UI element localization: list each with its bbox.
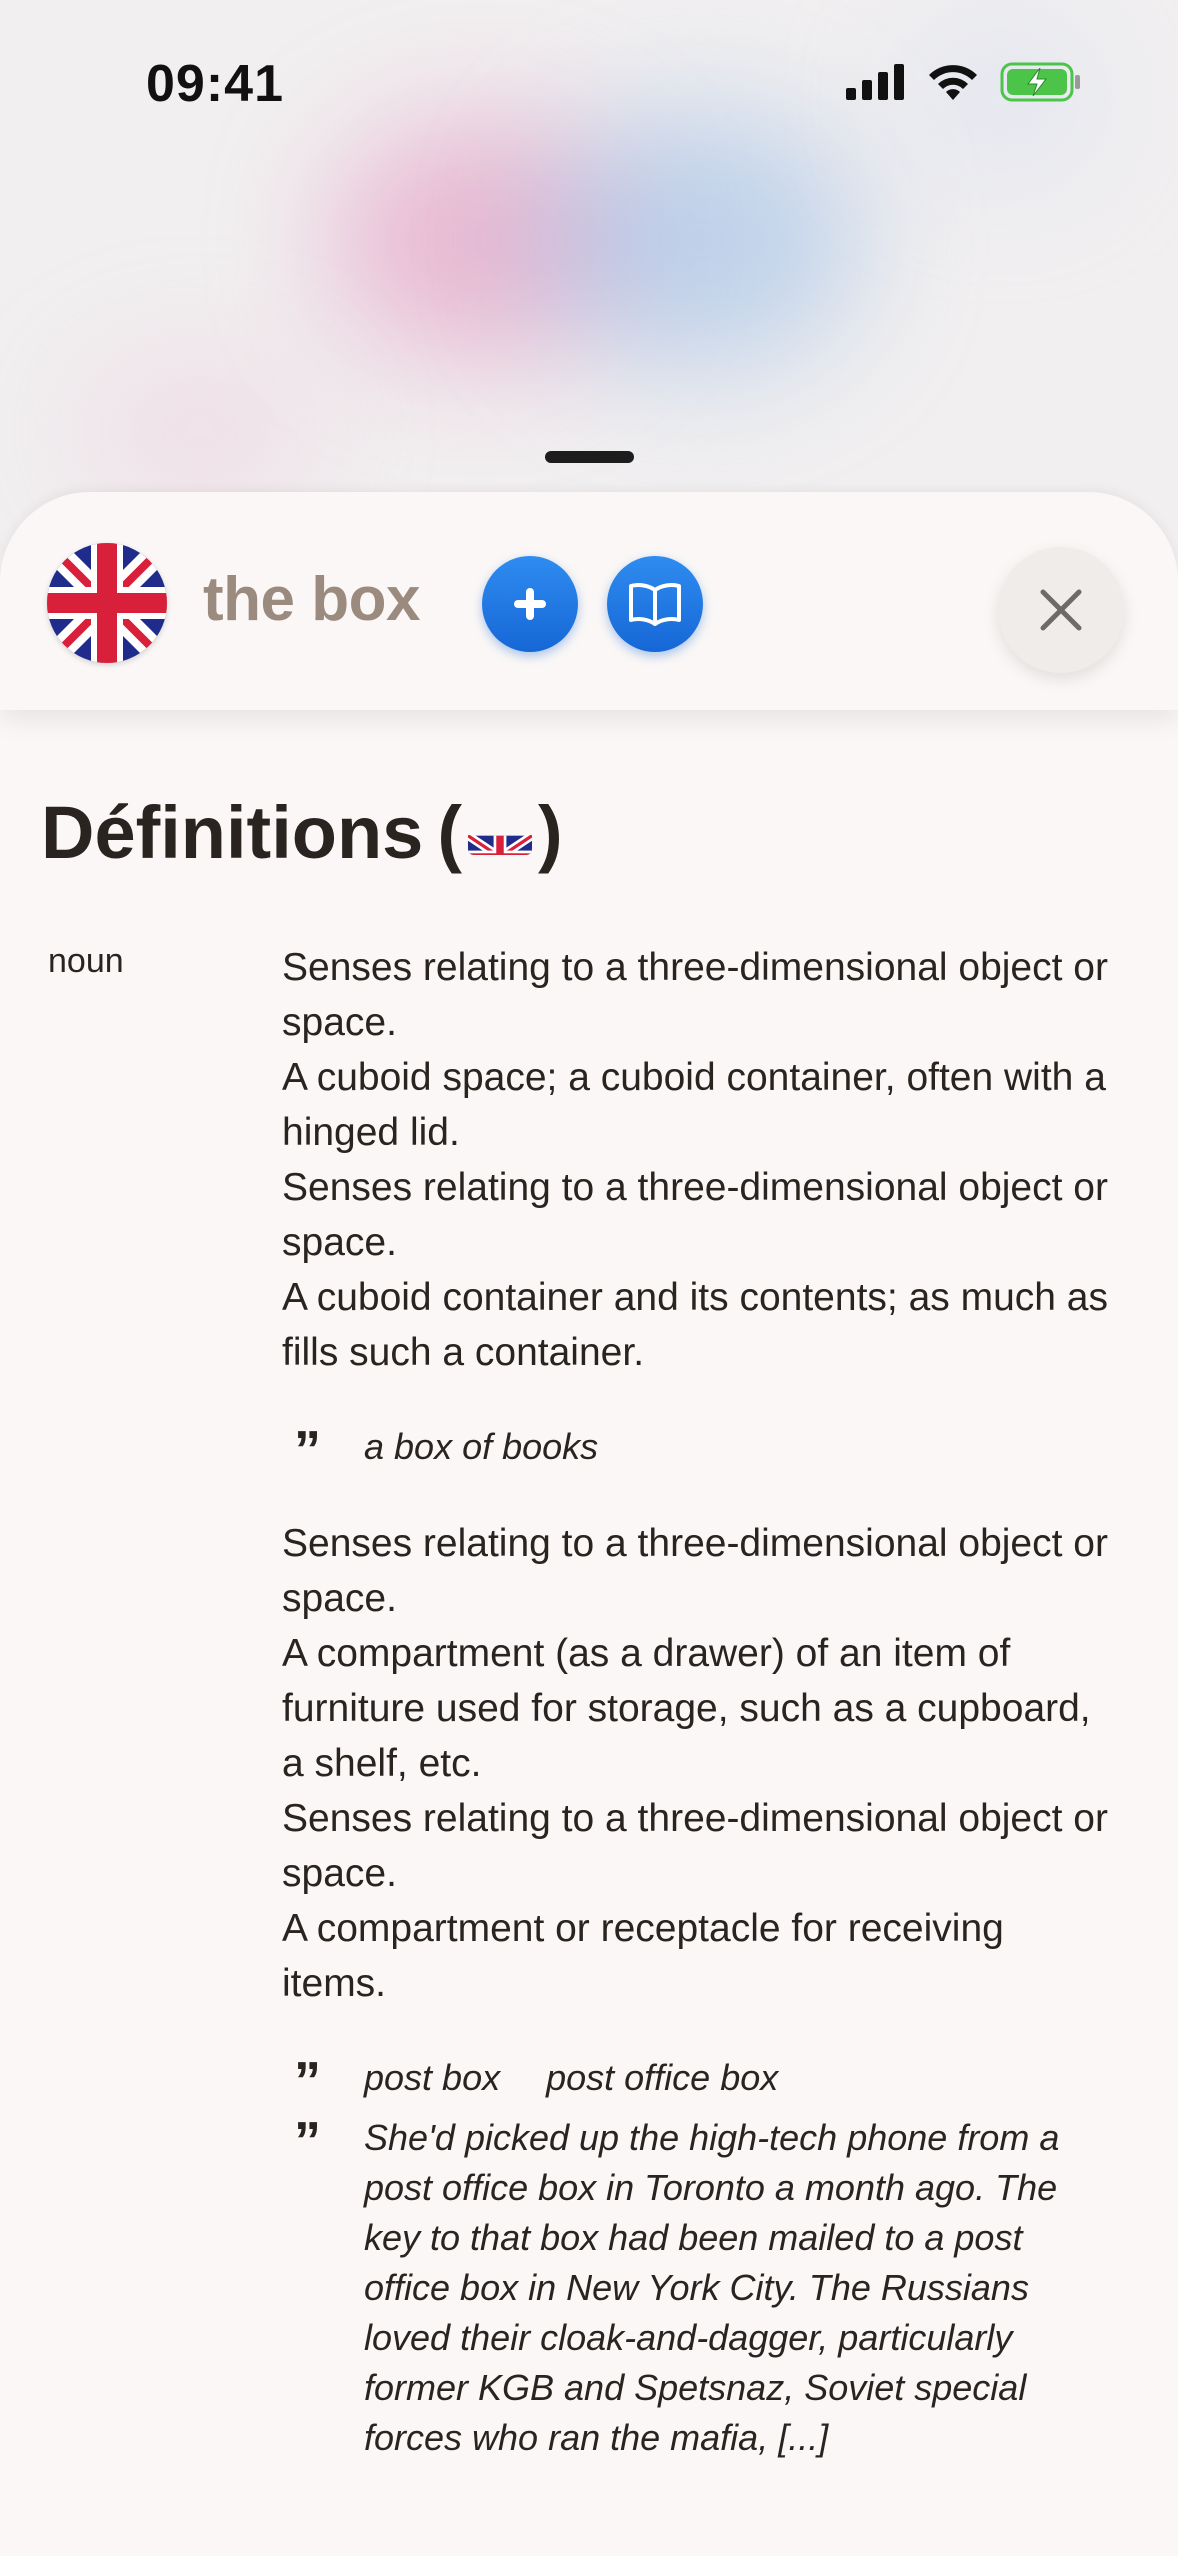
definition-line: A compartment (as a drawer) of an item of furniture used for storage, such as a cupboard, a shelf, etc.	[282, 1632, 1091, 1785]
dictionary-button[interactable]	[607, 556, 703, 652]
definition-line: Senses relating to a three-dimensional object or space.	[282, 1166, 1108, 1264]
close-paren: )	[537, 791, 563, 874]
sense-2	[282, 1516, 1112, 2011]
part-of-speech-label: noun	[48, 942, 124, 980]
signal-icon	[846, 64, 906, 100]
quote-icon: ”	[294, 1420, 321, 1480]
definition-line: A compartment or receptacle for receiving items.	[282, 1907, 1004, 2005]
example-text: a box of books	[364, 1426, 599, 1467]
example-row	[282, 2113, 1112, 2463]
definition-line: Senses relating to a three-dimensional object or space.	[282, 1797, 1108, 1895]
book-icon	[628, 582, 682, 626]
definition-line: A cuboid container and its contents; as much as fills such a container.	[282, 1276, 1108, 1374]
status-time: 09:41	[146, 55, 284, 113]
wifi-icon	[926, 62, 980, 102]
example-quote-text: She'd picked up the high-tech phone from a post office box in Toronto a month ago. The key to that box had been mailed to a post office box in New York City. The Russians loved their cloak-and-dagger, particularly former KGB and Spetsnaz, Soviet special forces who ran the mafia, [...]	[364, 2117, 1060, 2458]
definitions-title: Définitions	[41, 791, 424, 874]
definition-line: A cuboid space; a cuboid container, often with a hinged lid.	[282, 1056, 1106, 1154]
open-paren: (	[437, 791, 462, 874]
definition-line: Senses relating to a three-dimensional object or space.	[282, 946, 1108, 1044]
uk-flag-small-icon	[468, 811, 532, 855]
example-chip: post office box	[546, 2057, 779, 2098]
sheet-grabber[interactable]	[545, 451, 634, 463]
status-bar	[0, 0, 1178, 170]
quote-icon: ”	[294, 2051, 321, 2111]
example-chips-row	[282, 2051, 1112, 2111]
definitions-heading	[41, 790, 563, 875]
battery-charging-icon	[1000, 62, 1082, 102]
close-icon	[1037, 586, 1085, 634]
definition-list	[282, 940, 1112, 2463]
example-chip: post box	[364, 2057, 501, 2098]
add-word-button[interactable]	[482, 556, 578, 652]
sheet-header	[0, 492, 1178, 710]
quote-icon: ”	[294, 2111, 321, 2171]
definition-line: Senses relating to a three-dimensional object or space.	[282, 1522, 1108, 1620]
close-button[interactable]	[998, 547, 1124, 673]
plus-icon	[510, 584, 550, 624]
example-row	[282, 1420, 1112, 1480]
uk-flag-icon	[47, 543, 167, 663]
status-icons	[846, 62, 1082, 102]
definition-sheet	[0, 492, 1178, 2556]
sense-1	[282, 940, 1112, 1380]
word-title: the box	[203, 565, 420, 634]
